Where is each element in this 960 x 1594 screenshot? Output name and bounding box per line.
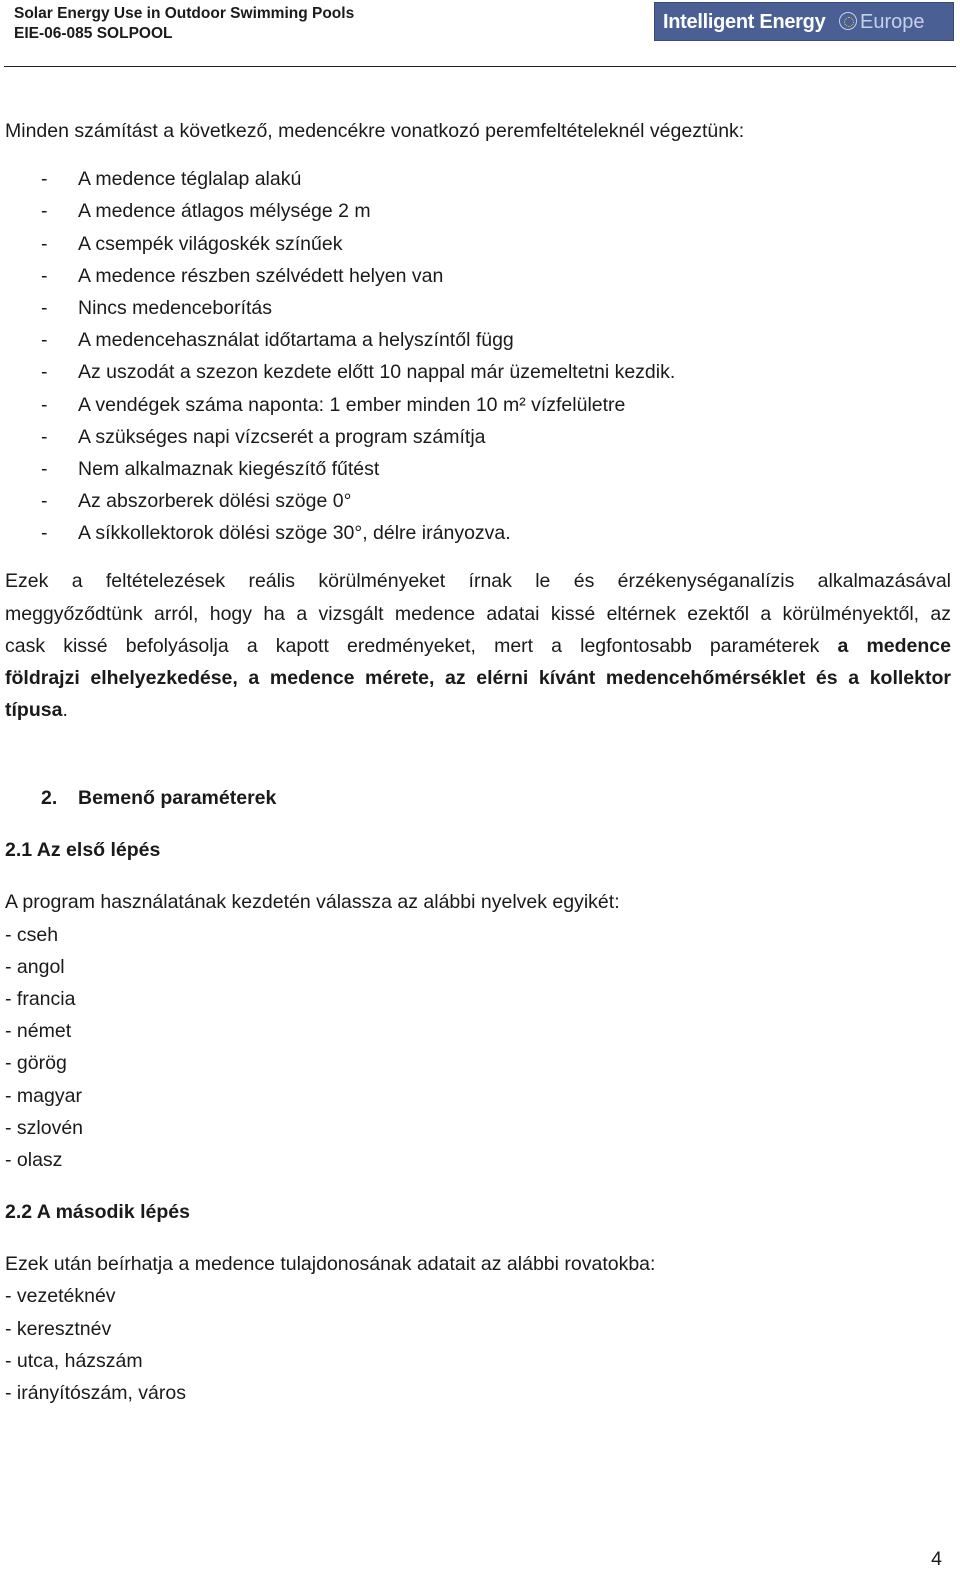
list-item: - vezetéknév (5, 1285, 116, 1308)
list-item: - A vendégek száma naponta: 1 ember minden 10 m² vízfelületre (41, 393, 626, 416)
list-item: - francia (5, 988, 76, 1011)
logo-text-region: Europe (860, 11, 925, 33)
eu-flag-icon (839, 12, 857, 30)
list-item: - A csempék világoskék színűek (41, 232, 343, 255)
list-item: - A medence téglalap alakú (41, 168, 302, 191)
subsection-heading: 2.2 A második lépés (5, 1201, 190, 1224)
list-item: - irányítószám, város (5, 1381, 186, 1404)
page-header (0, 0, 960, 68)
list-item: - szlovén (5, 1116, 84, 1139)
section-heading: 2. Bemenő paraméterek (41, 787, 277, 810)
list-item: - cseh (5, 923, 59, 946)
page-number: 4 (931, 1548, 942, 1570)
list-item: - Az uszodát a szezon kezdete előtt 10 nappal már üzemeltetni kezdik. (41, 361, 676, 384)
subsection-heading: 2.1 Az első lépés (5, 839, 161, 862)
step2-intro: Ezek után beírhatja a medence tulajdonosának adatait az alábbi rovatokba: (5, 1253, 656, 1276)
list-item: - A szükséges napi vízcserét a program számítja (41, 425, 486, 448)
list-item: - görög (5, 1052, 67, 1075)
list-item: - magyar (5, 1084, 82, 1107)
conditions-list (5, 163, 955, 549)
list-item: - A medence átlagos mélysége 2 m (41, 200, 371, 223)
list-item: - német (5, 1020, 72, 1043)
list-item: - keresztnév (5, 1317, 112, 1340)
document-body (5, 115, 955, 1409)
list-item: - olasz (5, 1148, 63, 1171)
list-item: - angol (5, 955, 65, 978)
header-title: Solar Energy Use in Outdoor Swimming Pools (14, 5, 355, 22)
assumptions-paragraph: Ezek a feltételezések reális körülményeket írnak le és érzékenységanalízis alkalmazásával meggyőződtünk arról, hogy ha a vizsgált medence adatai kissé eltérnek ezektől a körülményektől, az cask kissé befolyásolja a kapott eredményeket, mert a legfontosabb paraméterek a medence földrajzi elhelyezkedése, a medence mérete, az elérni kívánt medencehőmérséklet és a kollektor típusa. (5, 570, 951, 722)
list-item: - Az abszorberek dölési szöge 0° (41, 490, 352, 513)
language-list (5, 919, 955, 1177)
intro-sentence: Minden számítást a következő, medencékre vonatkozó peremfeltételeknél végeztünk: (5, 120, 745, 142)
header-project-code: EIE-06-085 SOLPOOL (14, 25, 173, 42)
list-item: - A medencehasználat időtartama a helyszíntől függ (41, 329, 514, 352)
list-item: - A síkkollektorok dölési szöge 30°, délre irányozva. (41, 522, 511, 545)
step1-intro: A program használatának kezdetén válassza az alábbi nyelvek egyikét: (5, 891, 620, 914)
logo-text-main: Intelligent Energy (663, 11, 826, 33)
list-item: - Nincs medenceborítás (41, 296, 273, 319)
owner-fields-list (5, 1280, 955, 1409)
list-item: - Nem alkalmaznak kiegészítő fűtést (41, 457, 380, 480)
intelligent-energy-europe-logo (654, 2, 954, 41)
list-item: - A medence részben szélvédett helyen van (41, 264, 444, 287)
list-item: - utca, házszám (5, 1349, 143, 1372)
header-divider (4, 66, 956, 67)
